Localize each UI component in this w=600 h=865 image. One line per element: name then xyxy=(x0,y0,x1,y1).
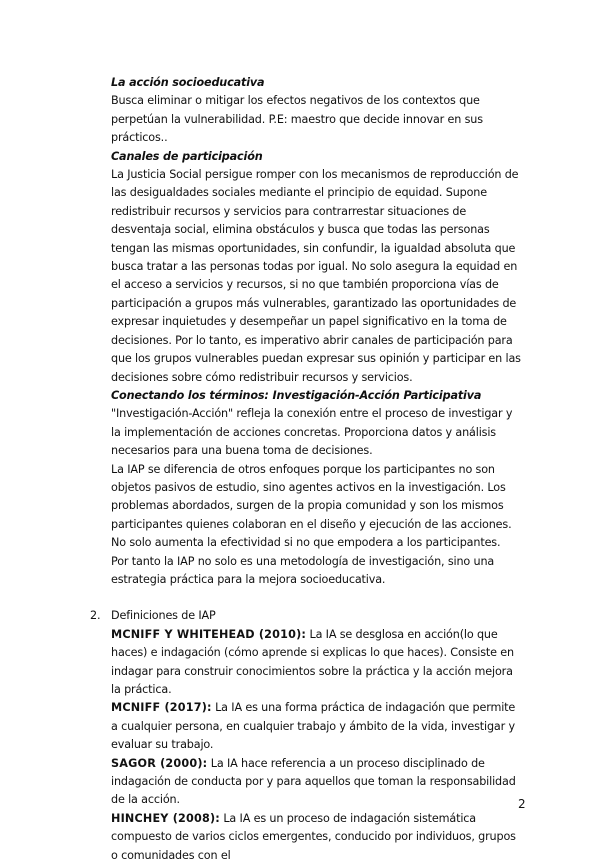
section-spacer xyxy=(111,589,523,607)
definition-author: HINCHEY (2008): xyxy=(111,811,220,825)
section-title: Definiciones de IAP xyxy=(111,609,216,623)
paragraph-iap-diferencia: La IAP se diferencia de otros enfoques porque los participantes no son objetos pasivos de estudio, sino agentes activos en la investigación. Los problemas abordados, surgen de la propia comunidad y son los mismos participantes quienes colaboran en el diseño y ejecución de las acciones. No solo aumenta la efectividad si no que empodera a los participantes. xyxy=(111,462,512,550)
definition-text: La IA es un proceso de indagación sistemática compuesto de varios ciclos emergentes, conducido por individuos, grupos o comunidades con el xyxy=(111,811,516,862)
definition-mcniff-whitehead xyxy=(111,626,523,700)
paragraph-accion: Busca eliminar o mitigar los efectos negativos de los contextos que perpetúan la vulnerabilidad. P.E: maestro que decide innovar en sus prácticos.. xyxy=(111,94,483,145)
paragraph-investigacion-accion: "Investigación-Acción" refleja la conexión entre el proceso de investigar y la implementación de acciones concretas. Proporciona datos y análisis necesarios para una buena toma de decisiones. xyxy=(111,407,513,458)
definition-mcniff xyxy=(111,699,523,754)
heading-accion-socioeducativa: La acción socioeducativa xyxy=(111,76,265,89)
paragraph-canales: La Justicia Social persigue romper con los mecanismos de reproducción de las desigualdades sociales mediante el principio de equidad. Supone redistribuir recursos y servicios para contrarrestar situaciones de desventaja social, elimina obstáculos y busca que todas las personas tengan las mismas oportunidades, sin confundir, la igualdad absoluta que busca tratar a las personas todas por igual. No solo asegura la equidad en el acceso a servicios y recursos, si no que también proporciona vías de participación a grupos más vulnerables, garantizado las oportunidades de expresar inquietudes y desempeñar un papel significativo en la toma de decisiones. Por lo tanto, es imperativo abrir canales de participación para que los grupos vulnerables puedan expresar sus opinión y participar en las decisiones sobre cómo redistribuir recursos y servicios. xyxy=(111,168,521,384)
definition-text: La IA es una forma práctica de indagación que permite a cualquier persona, en cualquier trabajo y ámbito de la vida, investigar y evaluar su trabajo. xyxy=(111,701,516,752)
heading-conectando-terminos: Conectando los términos: Investigación-Acción Participativa xyxy=(111,388,482,402)
definition-hinchey xyxy=(111,810,523,865)
definition-text: La IA se desglosa en acción(lo que haces) e indagación (cómo aprende si explicas lo que haces). Consiste en indagar para construir conocimientos sobre la práctica y la acción mejora la práctica. xyxy=(111,627,514,696)
page-number: 2 xyxy=(518,797,526,811)
definition-author: MCNIFF Y WHITEHEAD (2010): xyxy=(111,627,307,641)
definition-sagor xyxy=(111,755,523,810)
definition-author: MCNIFF (2017): xyxy=(111,701,212,715)
definition-text: La IA hace referencia a un proceso disciplinado de indagación de conducta por y para aquellos que toman la responsabilidad de la acción. xyxy=(111,756,516,807)
paragraph-iap-conclusion: Por tanto la IAP no solo es una metodología de investigación, sino una estrategia práctica para la mejora socioeducativa. xyxy=(111,554,495,586)
heading-canales-participacion: Canales de participación xyxy=(111,149,263,163)
page-content xyxy=(90,74,523,865)
numbered-section-title xyxy=(90,607,523,625)
section-number: 2. xyxy=(90,609,101,623)
definition-author: SAGOR (2000): xyxy=(111,756,208,770)
